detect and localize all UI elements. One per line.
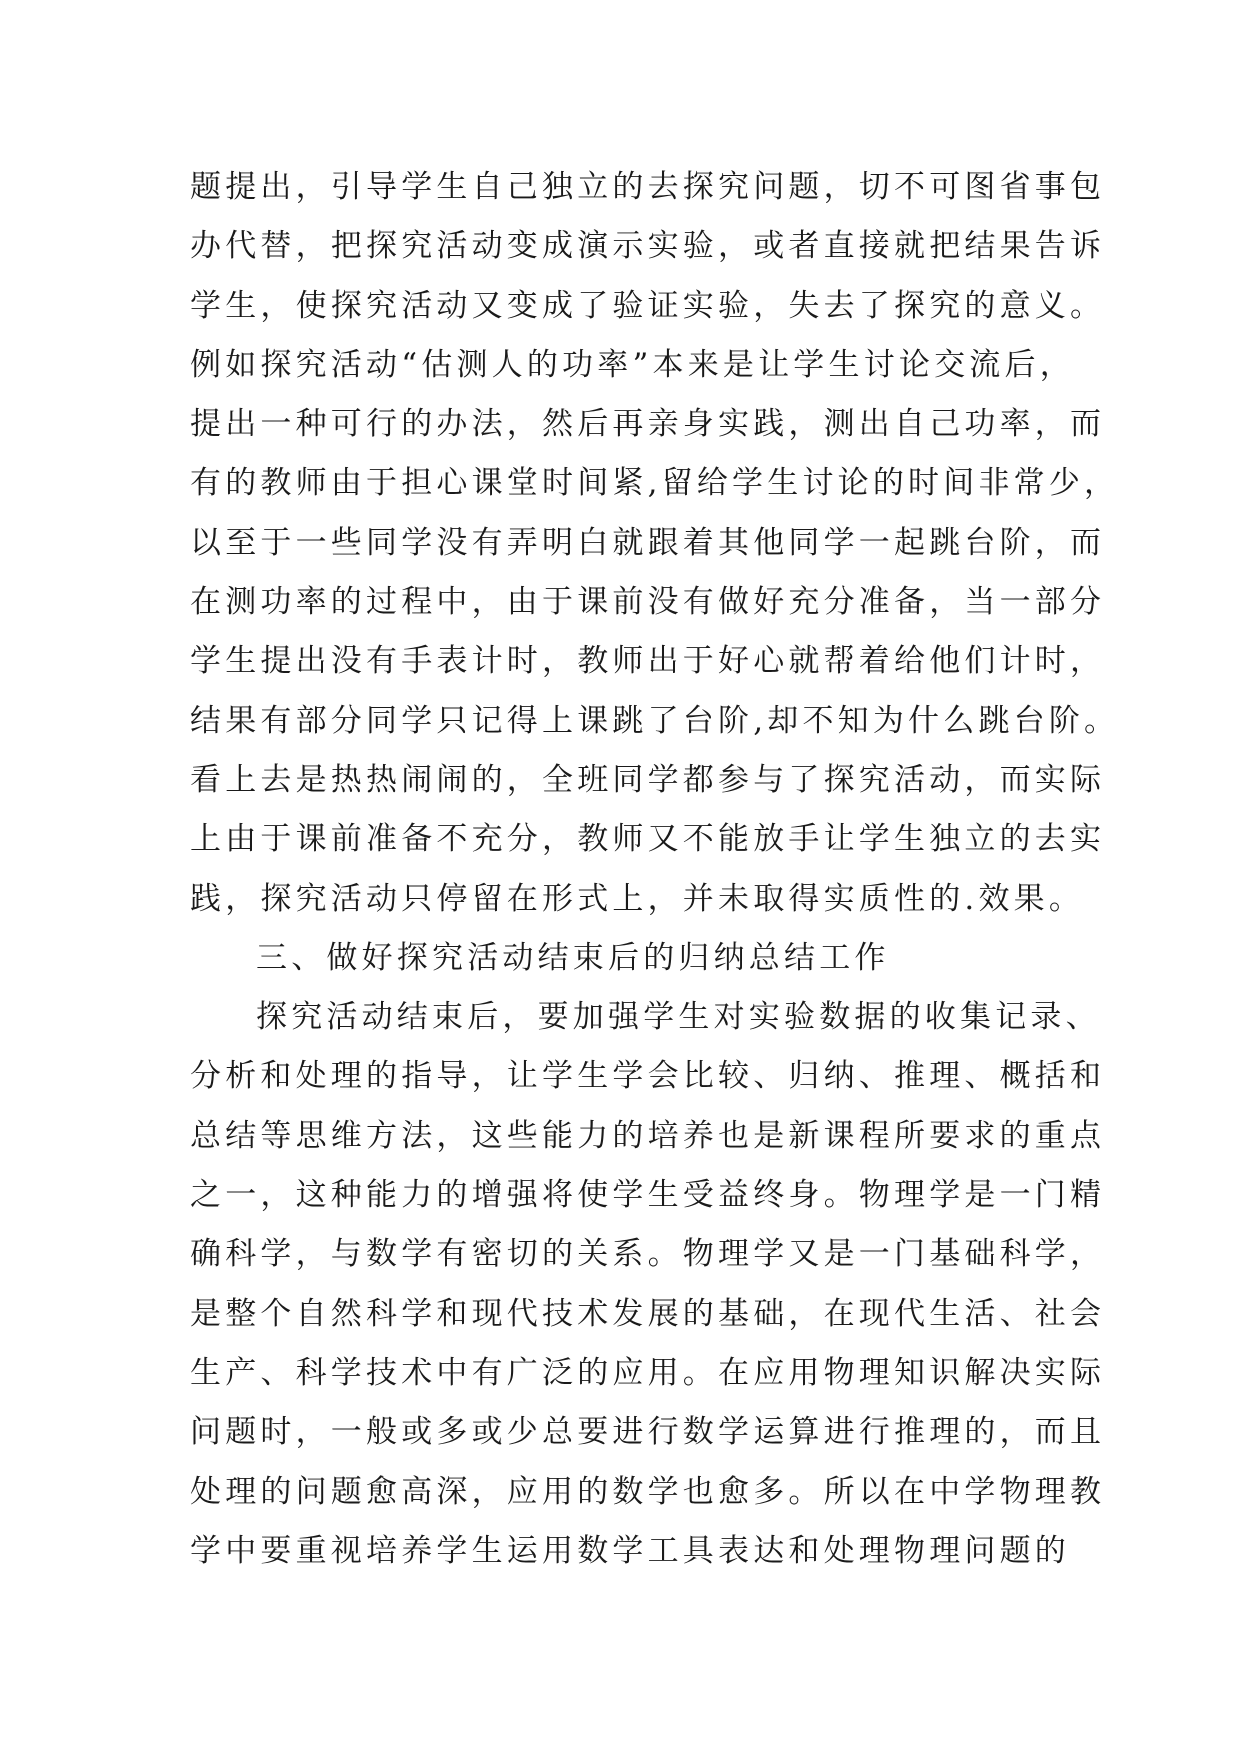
text-line: 题提出，引导学生自己独立的去探究问题，切不可图省事包 [190,169,1106,205]
text-line: 总结等思维方法，这些能力的培养也是新课程所要求的重点 [190,1117,1106,1154]
text-line: 上由于课前准备不充分，教师又不能放手让学生独立的去实 [190,821,1106,858]
text-line: 提出一种可行的办法，然后再亲身实践，测出自己功率，而 [190,406,1106,443]
text-line: 是整个自然科学和现代技术发展的基础，在现代生活、社会 [190,1295,1106,1332]
text-line: 以至于一些同学没有弄明白就跟着其他同学一起跳台阶，而 [190,524,1106,561]
text-line: 有的教师由于担心课堂时间紧,留给学生讨论的时间非常少， [190,465,1120,502]
text-line: 问题时，一般或多或少总要进行数学运算进行推理的，而且 [190,1414,1106,1451]
paragraph-first-line: 探究活动结束后，要加强学生对实验数据的收集记录、 [256,999,1101,1036]
text-line: 例如探究活动“估测人的功率”本来是让学生讨论交流后， [190,346,1075,383]
text-line: 践，探究活动只停留在形式上，并未取得实质性的.效果。 [190,880,1085,917]
text-line: 确科学，与数学有密切的关系。物理学又是一门基础科学， [190,1236,1106,1273]
text-line: 在测功率的过程中，由于课前没有做好充分准备，当一部分 [190,584,1106,621]
text-line: 学生提出没有手表计时，教师出于好心就帮着给他们计时， [190,643,1106,680]
text-line: 处理的问题愈高深，应用的数学也愈多。所以在中学物理教 [190,1473,1106,1510]
section-heading: 三、做好探究活动结束后的归纳总结工作 [256,939,890,976]
text-line: 办代替，把探究活动变成演示实验，或者直接就把结果告诉 [190,228,1106,265]
text-line: 学中要重视培养学生运用数学工具表达和处理物理问题的 [190,1532,1070,1569]
text-line: 看上去是热热闹闹的，全班同学都参与了探究活动，而实际 [190,761,1106,798]
body-text [190,158,1120,1581]
text-line: 学生，使探究活动又变成了验证实验，失去了探究的意义。 [190,287,1106,324]
text-line: 生产、科学技术中有广泛的应用。在应用物理知识解决实际 [190,1354,1106,1391]
text-line: 之一，这种能力的增强将使学生受益终身。物理学是一门精 [190,1177,1106,1214]
text-line: 结果有部分同学只记得上课跳了台阶,却不知为什么跳台阶。 [190,702,1120,739]
text-line: 分析和处理的指导，让学生学会比较、归纳、推理、概括和 [190,1058,1106,1095]
